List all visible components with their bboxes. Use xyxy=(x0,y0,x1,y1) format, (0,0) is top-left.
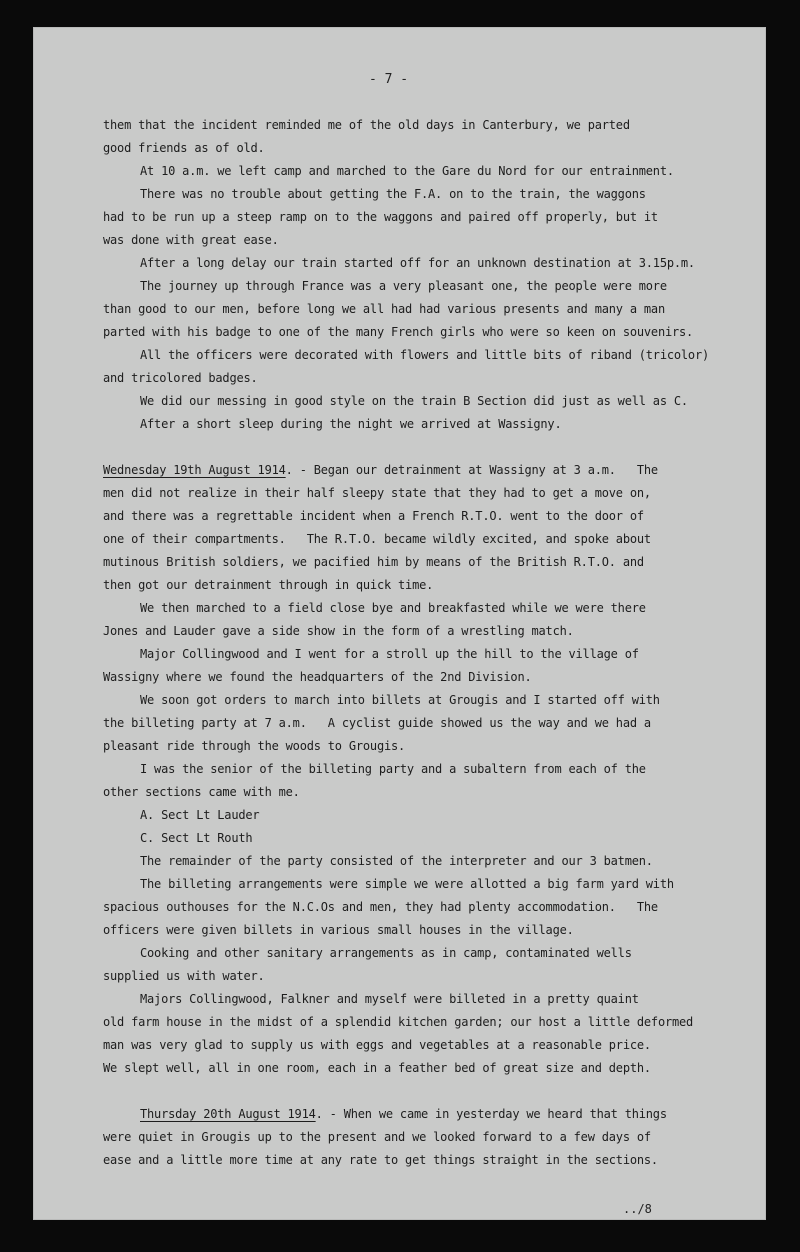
text-line: All the officers were decorated with flowers and little bits of riband (tricolor) xyxy=(140,348,709,362)
text-line: mutinous British soldiers, we pacified him by means of the British R.T.O. and xyxy=(103,555,644,569)
entry-line xyxy=(103,1103,667,1125)
text-line: We then marched to a field close bye and breakfasted while we were there xyxy=(140,601,646,615)
text-line: We did our messing in good style on the train B Section did just as well as C. xyxy=(140,394,688,408)
page-number: - 7 - xyxy=(369,72,409,87)
continuation-marker: ../8 xyxy=(623,1202,652,1216)
text-line: The journey up through France was a very pleasant one, the people were more xyxy=(140,279,667,293)
text-line: the billeting party at 7 a.m. A cyclist guide showed us the way and we had a xyxy=(103,716,651,730)
text-line: old farm house in the midst of a splendid kitchen garden; our host a little deformed xyxy=(103,1015,694,1029)
text-line: men did not realize in their half sleepy state that they had to get a move on, xyxy=(103,486,651,500)
text-line: Wassigny where we found the headquarters of the 2nd Division. xyxy=(103,670,532,684)
text-line: other sections came with me. xyxy=(103,785,300,799)
text-line: C. Sect Lt Routh xyxy=(140,831,253,845)
text-line: Major Collingwood and I went for a stroll up the hill to the village of xyxy=(140,647,639,661)
text-line: ease and a little more time at any rate to get things straight in the sections. xyxy=(103,1153,658,1167)
text-line: officers were given billets in various small houses in the village. xyxy=(103,923,574,937)
text-line: After a short sleep during the night we arrived at Wassigny. xyxy=(140,417,562,431)
text-line: We slept well, all in one room, each in a feather bed of great size and depth. xyxy=(103,1061,651,1075)
text-line: The remainder of the party consisted of the interpreter and our 3 batmen. xyxy=(140,854,653,868)
text-line: We soon got orders to march into billets at Grougis and I started off with xyxy=(140,693,660,707)
entry-text: . - When we came in yesterday we heard that things xyxy=(315,1107,667,1121)
text-line: and there was a regrettable incident when a French R.T.O. went to the door of xyxy=(103,509,644,523)
text-line: parted with his badge to one of the many French girls who were so keen on souvenirs. xyxy=(103,325,694,339)
text-line: than good to our men, before long we all had had various presents and many a man xyxy=(103,302,665,316)
text-line: and tricolored badges. xyxy=(103,371,258,385)
text-line: I was the senior of the billeting party and a subaltern from each of the xyxy=(140,762,646,776)
text-line: man was very glad to supply us with eggs and vegetables at a reasonable price. xyxy=(103,1038,651,1052)
text-line: Jones and Lauder gave a side show in the form of a wrestling match. xyxy=(103,624,574,638)
text-line: pleasant ride through the woods to Grougis. xyxy=(103,739,406,753)
text-line: then got our detrainment through in quick time. xyxy=(103,578,434,592)
text-line: was done with great ease. xyxy=(103,233,279,247)
text-line: A. Sect Lt Lauder xyxy=(140,808,260,822)
text-line: were quiet in Grougis up to the present and we looked forward to a few days of xyxy=(103,1130,651,1144)
text-line: The billeting arrangements were simple we were allotted a big farm yard with xyxy=(140,877,674,891)
text-line: Cooking and other sanitary arrangements as in camp, contaminated wells xyxy=(140,946,632,960)
date-heading: Wednesday 19th August 1914 xyxy=(103,463,286,477)
text-line: good friends as of old. xyxy=(103,141,265,155)
entry-line xyxy=(103,459,658,481)
text-line: had to be run up a steep ramp on to the waggons and paired off properly, but it xyxy=(103,210,658,224)
text-line: them that the incident reminded me of the old days in Canterbury, we parted xyxy=(103,118,630,132)
text-line: Majors Collingwood, Falkner and myself were billeted in a pretty quaint xyxy=(140,992,639,1006)
text-line: At 10 a.m. we left camp and marched to the Gare du Nord for our entrainment. xyxy=(140,164,674,178)
text-line: After a long delay our train started off for an unknown destination at 3.15p.m. xyxy=(140,256,695,270)
entry-text: . - Began our detrainment at Wassigny at 3 a.m. The xyxy=(285,463,658,477)
text-line: There was no trouble about getting the F.A. on to the train, the waggons xyxy=(140,187,646,201)
text-line: one of their compartments. The R.T.O. became wildly excited, and spoke about xyxy=(103,532,651,546)
date-heading: Thursday 20th August 1914 xyxy=(140,1107,316,1121)
document-body xyxy=(103,0,763,1167)
text-line: supplied us with water. xyxy=(103,969,265,983)
text-line: spacious outhouses for the N.C.Os and men, they had plenty accommodation. The xyxy=(103,900,658,914)
